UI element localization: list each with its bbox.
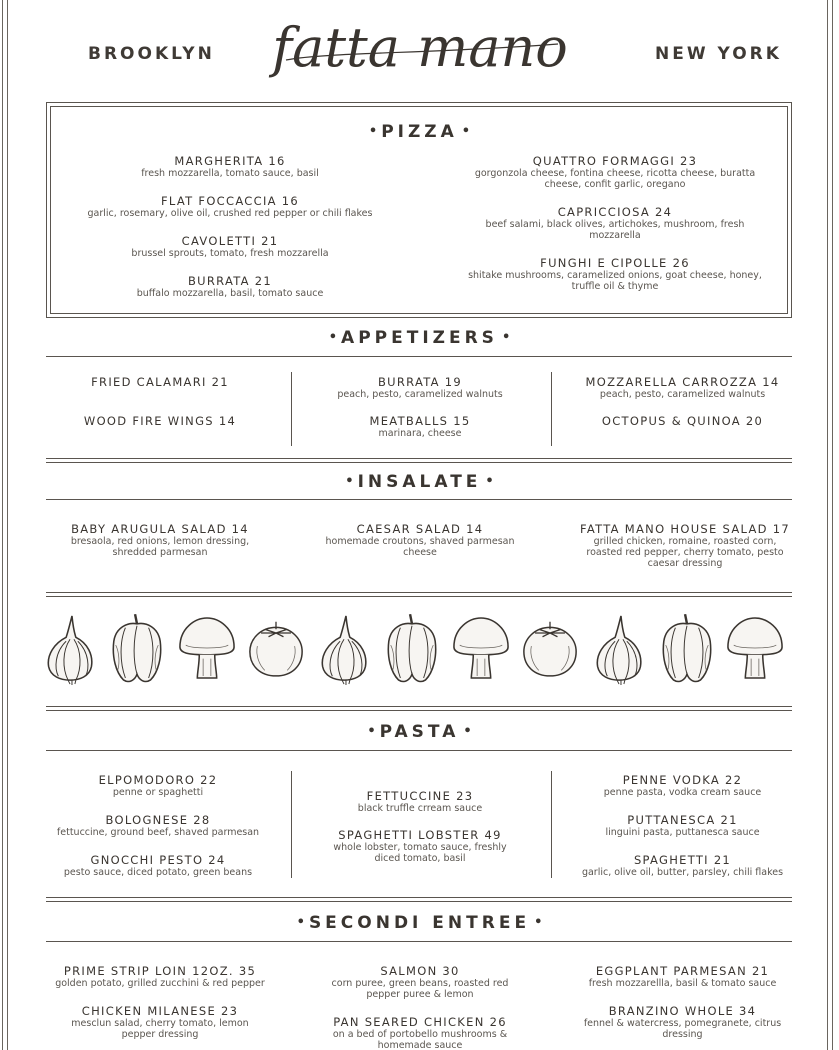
section-title-pasta: • PASTA • xyxy=(367,722,472,742)
menu-item: SPAGHETTI LOBSTER 49 whole lobster, tomato sauce, freshly diced tomato, basil xyxy=(333,828,507,864)
tomato-icon xyxy=(248,612,304,682)
divider xyxy=(46,901,792,902)
menu-item: SPAGHETTI 21 garlic, olive oil, butter, parsley, chili flakes xyxy=(581,853,784,878)
menu-item: PUTTANESCA 21 linguini pasta, puttanesca sauce xyxy=(605,813,760,838)
mushroom-icon xyxy=(726,612,784,684)
menu-item: MEATBALLS 15 marinara, cheese xyxy=(369,414,471,439)
mushroom-icon xyxy=(178,612,236,684)
column-divider xyxy=(291,372,292,446)
menu-item: FATTA MANO HOUSE SALAD 17 grilled chicken, romaine, roasted corn, roasted red pepper, cherry tomato, pesto caesar dressing xyxy=(579,522,790,569)
section-title-secondi: • SECONDI ENTREE • xyxy=(296,913,543,933)
divider xyxy=(46,706,792,707)
column-divider xyxy=(551,771,552,878)
fatta-mano-logo xyxy=(268,2,573,92)
menu-item: BRANZINO WHOLE 34 fennel & watercress, pomegranete, citrus dressing xyxy=(583,1004,782,1040)
divider xyxy=(46,750,792,751)
divider xyxy=(46,710,792,711)
menu-item: FUNGHI E CIPOLLE 26 shitake mushrooms, caramelized onions, goat cheese, honey, truffle oil & thyme xyxy=(468,256,762,292)
menu-item: GNOCCHI PESTO 24 pesto sauce, diced potato, green beans xyxy=(63,853,253,878)
menu-item: WOOD FIRE WINGS 14 xyxy=(83,414,237,428)
menu-item: EGGPLANT PARMESAN 21 fresh mozzarellla, basil & tomato sauce xyxy=(588,964,777,989)
column-divider xyxy=(551,372,552,446)
divider xyxy=(46,499,792,500)
pepper-icon xyxy=(658,612,716,686)
divider xyxy=(46,941,792,942)
menu-item: OCTOPUS & QUINOA 20 xyxy=(601,414,764,428)
section-title-appetizers: • APPETIZERS • xyxy=(328,328,511,348)
menu-item: CHICKEN MILANESE 23 mesclun salad, cherry tomato, lemon pepper dressing xyxy=(71,1004,249,1040)
svg-text:fatta mano: fatta mano xyxy=(272,16,568,79)
tomato-icon xyxy=(522,612,578,682)
menu-item: ELPOMODORO 22 penne or spaghetti xyxy=(98,773,218,798)
divider xyxy=(46,592,792,593)
menu-item: SALMON 30 corn puree, green beans, roasted red pepper puree & lemon xyxy=(331,964,509,1000)
menu-item: CAVOLETTI 21 brussel sprouts, tomato, fresh mozzarella xyxy=(131,234,329,259)
menu-item: FRIED CALAMARI 21 xyxy=(91,375,229,389)
menu-item: MOZZARELLA CARROZZA 14 peach, pesto, caramelized walnuts xyxy=(585,375,780,400)
divider xyxy=(46,462,792,463)
divider xyxy=(46,458,792,459)
column-divider xyxy=(291,771,292,878)
header-city-left: BROOKLYN xyxy=(88,44,215,64)
menu-item: BOLOGNESE 28 fettuccine, ground beef, shaved parmesan xyxy=(56,813,260,838)
pepper-icon xyxy=(108,612,166,686)
garlic-icon xyxy=(595,612,645,686)
menu-item: MARGHERITA 16 fresh mozzarella, tomato sauce, basil xyxy=(141,154,319,179)
menu-item: BABY ARUGULA SALAD 14 bresaola, red onions, lemon dressing, shredded parmesan xyxy=(70,522,250,558)
menu-item: BURRATA 21 buffalo mozzarella, basil, tomato sauce xyxy=(136,274,324,299)
menu-item: FLAT FOCCACCIA 16 garlic, rosemary, olive oil, crushed red pepper or chili flakes xyxy=(87,194,373,219)
garlic-icon xyxy=(46,612,96,686)
garlic-icon xyxy=(320,612,370,686)
pepper-icon xyxy=(383,612,441,686)
menu-item: QUATTRO FORMAGGI 23 gorgonzola cheese, fontina cheese, ricotta cheese, buratta cheese, confit garlic, oregano xyxy=(474,154,756,190)
divider xyxy=(46,897,792,898)
section-title-insalate: • INSALATE • xyxy=(345,472,494,492)
menu-item: PAN SEARED CHICKEN 26 on a bed of portobello mushrooms & homemade sauce xyxy=(332,1015,508,1050)
divider xyxy=(46,356,792,357)
menu-item: PRIME STRIP LOIN 12OZ. 35 golden potato, grilled zucchini & red pepper xyxy=(55,964,265,989)
header-city-right: NEW YORK xyxy=(655,44,782,64)
menu-item: FETTUCCINE 23 black truffle crream sauce xyxy=(357,789,483,814)
menu-item: PENNE VODKA 22 penne pasta, vodka cream sauce xyxy=(603,773,762,798)
menu-item: CAESAR SALAD 14 homemade croutons, shaved parmesan cheese xyxy=(325,522,515,558)
menu-item: BURRATA 19 peach, pesto, caramelized walnuts xyxy=(337,375,503,400)
mushroom-icon xyxy=(452,612,510,684)
section-title-pizza: • PIZZA • xyxy=(368,122,471,142)
menu-item: CAPRICCIOSA 24 beef salami, black olives, artichokes, mushroom, fresh mozzarella xyxy=(485,205,745,241)
divider xyxy=(46,596,792,597)
